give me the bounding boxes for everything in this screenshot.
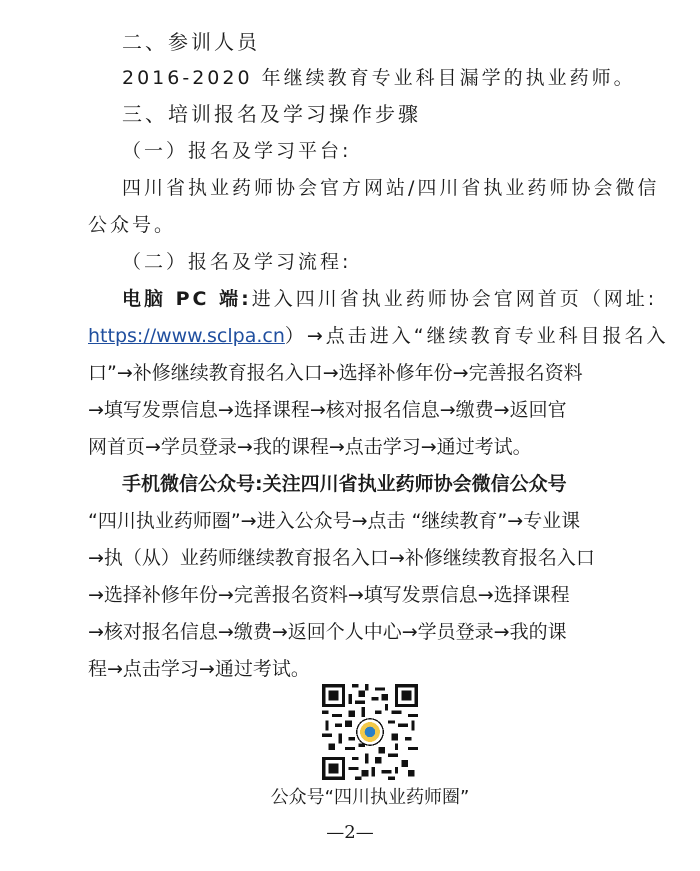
subsection-1-title: （一）报名及学习平台: [122, 140, 352, 162]
mobile-line-5: →核对报名信息→缴费→返回个人中心→学员登录→我的课 [88, 621, 567, 643]
pc-label: 电脑 PC 端: [122, 288, 252, 310]
mobile-label: 手机微信公众号: [122, 473, 263, 495]
mobile-line-1 [122, 470, 567, 498]
section-2-body: 2016-2020 年继续教育专业科目漏学的执业药师。 [122, 67, 636, 89]
pc-line-4: →填写发票信息→选择课程→核对报名信息→缴费→返回官 [88, 399, 567, 421]
pc-line-5: 网首页→学员登录→我的课程→点击学习→通过考试。 [88, 436, 532, 458]
pc-line-1 [122, 285, 657, 313]
mobile-line-1-text: 关注四川省执业药师协会微信公众号 [262, 473, 567, 495]
qr-caption: 公众号“四川执业药师圈” [270, 787, 470, 808]
section-3-title: 三、培训报名及学习操作步骤 [122, 102, 421, 126]
pc-line-2-text: ）→点击进入“继续教育专业科目报名入 [284, 325, 669, 347]
qr-code-icon [322, 684, 418, 780]
subsection-2-title: （二）报名及学习流程: [122, 251, 352, 273]
mobile-line-3: →执（从）业药师继续教育报名入口→补修继续教育报名入口 [88, 547, 595, 569]
mobile-line-4: →选择补修年份→完善报名资料→填写发票信息→选择课程 [88, 584, 570, 606]
pc-line-3: 口”→补修继续教育报名入口→选择补修年份→完善报名资料 [88, 362, 583, 384]
website-link[interactable]: https://www.sclpa.cn [88, 325, 285, 347]
subsection-1-body: 四川省执业药师协会官方网站/四川省执业药师协会微信 [122, 177, 660, 199]
mobile-line-2: “四川执业药师圈”→进入公众号→点击 “继续教育”→专业课 [88, 510, 581, 532]
page-number: —2— [326, 822, 374, 843]
section-2-title: 二、参训人员 [122, 30, 260, 54]
subsection-1-body-cont: 公众号。 [88, 214, 177, 236]
pc-line-2 [88, 322, 669, 350]
mobile-line-6: 程→点击学习→通过考试。 [88, 658, 310, 680]
pc-line-1-text: 进入四川省执业药师协会官网首页（网址: [251, 288, 658, 310]
